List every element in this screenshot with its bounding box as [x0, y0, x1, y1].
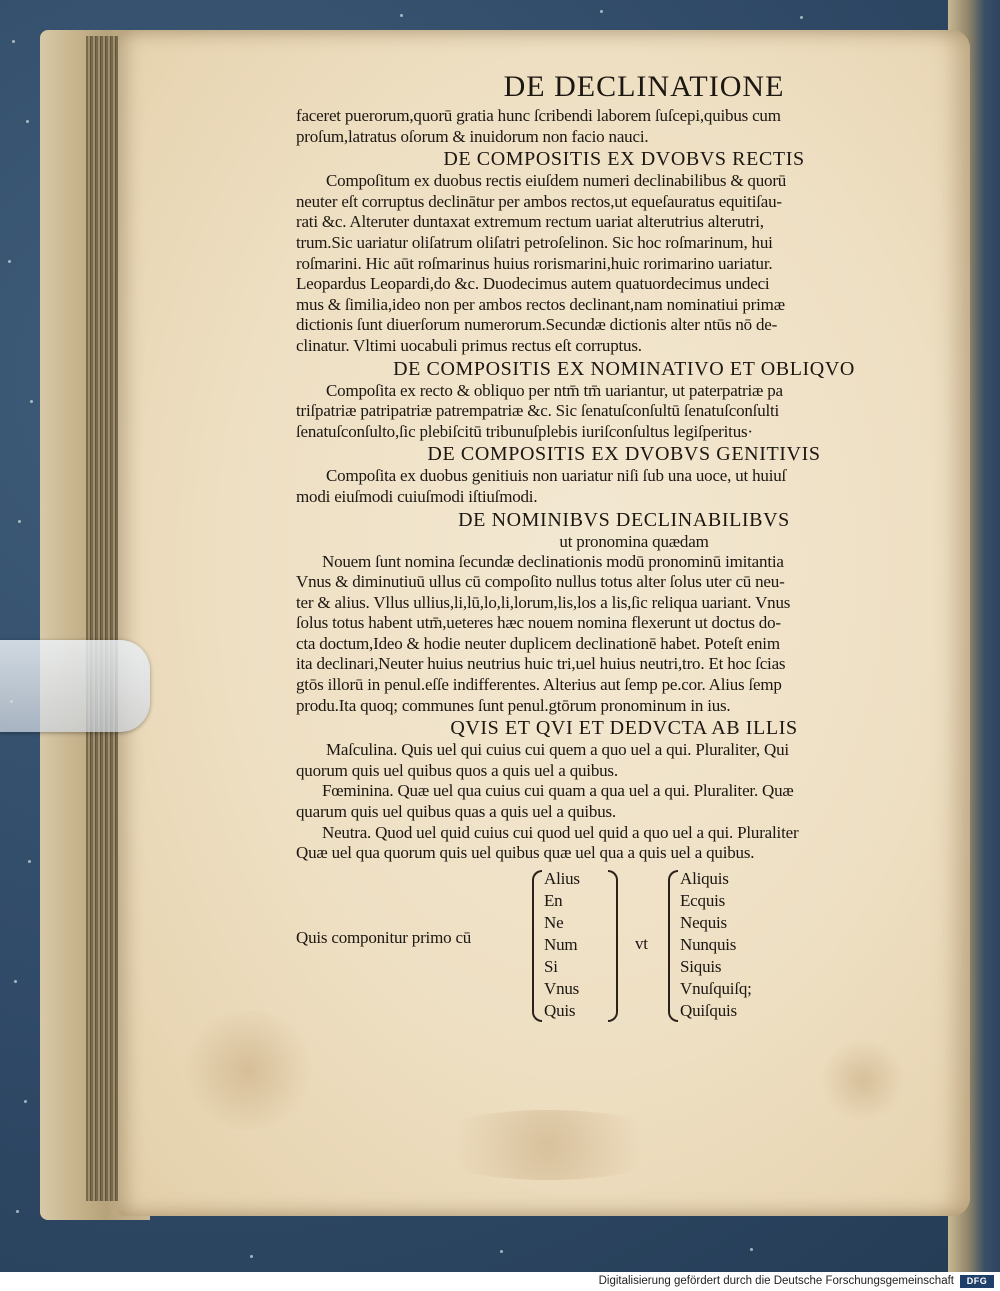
table-right-item: Vnuſquiſq;	[680, 978, 752, 998]
table-connector: vt	[635, 933, 648, 953]
text-line: gtōs illorū in penul.eſſe indifferentes. Alterius aut ſemp pe.cor. Alius ſemp	[296, 675, 782, 695]
text-line: clinatur. Vltimi uocabuli primus rectus eſt corruptus.	[296, 335, 642, 355]
text-line: produ.Ita quoq; communes ſunt penul.gtōrum pronominum in ius.	[296, 695, 731, 715]
intro-line: proſum,latratus oſorum & inuidorum non facio nauci.	[296, 126, 649, 146]
board-speck	[800, 16, 803, 19]
text-line: ter & alius. Vllus ullius,li,lū,lo,li,lorum,lis,los a lis,ſic reliqua uariant. Vnus	[296, 592, 791, 612]
text-line: rati &c. Alteruter duntaxat extremum rectum uariat alterutrius alterutri,	[296, 212, 764, 232]
table-left-item: Vnus	[544, 978, 580, 998]
board-speck	[400, 14, 403, 17]
intro-line: faceret puerorum,quorū gratia hunc ſcribendi laborem ſuſcepi,quibus cum	[296, 106, 781, 125]
section-heading: DE NOMINIBVS DECLINABILIBVS	[458, 508, 790, 531]
text-line: ſolus totus habent utm̄,ueteres hæc nouem nomina flexerunt ut doctus do-	[296, 613, 781, 633]
section-heading: QVIS ET QVI ET DEDVCTA AB ILLIS	[450, 717, 798, 740]
table-left-item: Ne	[544, 912, 564, 932]
board-speck	[12, 40, 15, 43]
board-speck	[24, 1100, 27, 1103]
table-left-item: En	[544, 890, 563, 910]
board-speck	[30, 400, 33, 403]
text-line: ita declinari,Neuter huius neutrius huic tri,uel huius neutri,tro. Et hoc ſcias	[296, 654, 786, 674]
dfg-logo: DFG	[960, 1275, 994, 1288]
right-brace-open	[668, 870, 678, 1022]
left-brace-open	[532, 870, 542, 1022]
page-edges	[86, 36, 120, 1201]
board-speck	[600, 10, 603, 13]
table-left-item: Num	[544, 934, 578, 954]
text-line: Neutra. Quod uel quid cuius cui quod uel quid a quo uel a qui. Pluraliter	[322, 822, 799, 842]
board-speck	[18, 520, 21, 523]
text-line: dictionis ſunt diuerſorum numerorum.Secundæ dictionis alter ntūs nō de-	[296, 315, 778, 335]
board-speck	[500, 1250, 503, 1253]
page-title: DE DECLINATIONE	[503, 70, 785, 103]
section-heading: DE COMPOSITIS EX DVOBVS RECTIS	[443, 148, 805, 171]
text-line: Maſculina. Quis uel qui cuius cui quem a quo uel a qui. Pluraliter, Qui	[326, 740, 789, 760]
text-line: Compoſita ex duobus genitiuis non uariatur niſi ſub una uoce, ut huiuſ	[326, 466, 787, 486]
table-right-item: Aliquis	[680, 868, 729, 888]
section-subheading: ut pronomina quædam	[559, 531, 709, 551]
board-speck	[250, 1255, 253, 1258]
text-line: cta doctum,Ideo & hodie neuter duplicem declinationē habet. Poteſt enim	[296, 633, 780, 653]
text-line: Vnus & diminutiuū ullus cū compoſito nullus totus alter ſolus uter cū neu-	[296, 572, 785, 592]
text-line: modi eiuſmodi cuiuſmodi iſtiuſmodi.	[296, 486, 538, 506]
section-heading: DE COMPOSITIS EX DVOBVS GENITIVIS	[427, 443, 821, 466]
table-left-item: Alius	[544, 868, 580, 888]
table-right-item: Nequis	[680, 912, 727, 932]
text-line: Compoſita ex recto & obliquo per ntm̄ tm̄ uariantur, ut paterpatriæ pa	[326, 380, 783, 400]
table-left-item: Quis	[544, 1000, 576, 1020]
text-line: ſenatuſconſulto,ſic plebiſcitū tribunuſplebis iuriſconſultus legiſperitus·	[296, 421, 753, 441]
footer-credit: Digitalisierung gefördert durch die Deutsche Forschungsgemeinschaft	[598, 1275, 954, 1287]
table-right-column	[680, 868, 752, 1022]
board-speck	[26, 120, 29, 123]
table-right-item: Ecquis	[680, 890, 726, 910]
text-line: mus & ſimilia,ideo non per ambos rectos declinant,nam nominatiui primæ	[296, 294, 785, 314]
section-heading: DE COMPOSITIS EX NOMINATIVO ET OBLIQVO	[393, 357, 855, 380]
board-speck	[28, 860, 31, 863]
board-speck	[16, 1210, 19, 1213]
page-text	[296, 68, 952, 1024]
compound-table	[296, 868, 952, 1024]
table-right-item: Nunquis	[680, 934, 737, 954]
text-line: Leopardus Leopardi,do &c. Duodecimus autem quatuordecimus undeci	[296, 274, 770, 294]
footer-bar	[0, 1272, 1000, 1291]
table-left-column	[544, 868, 580, 1022]
text-line: neuter eſt corruptus declinātur per ambos rectos,ut equeſauratus equitiſau-	[296, 191, 782, 211]
page-clip-holder	[0, 640, 150, 732]
text-line: Nouem ſunt nomina ſecundæ declinationis modū pronominū imitantia	[322, 551, 784, 571]
board-speck	[750, 1248, 753, 1251]
text-line: Compoſitum ex duobus rectis eiuſdem numeri declinabilibus & quorū	[326, 171, 787, 191]
table-right-item: Siquis	[680, 956, 722, 976]
left-brace-close	[608, 870, 618, 1022]
table-label: Quis componitur primo cū	[296, 927, 472, 947]
table-right-item: Quiſquis	[680, 1000, 737, 1020]
table-left-item: Si	[544, 956, 558, 976]
text-line: Fœminina. Quæ uel qua cuius cui quam a qua uel a qui. Pluraliter. Quæ	[322, 781, 794, 801]
text-line: quarum quis uel quibus quas a quis uel a quibus.	[296, 802, 616, 822]
text-line: quorum quis uel quibus quos a quis uel a quibus.	[296, 760, 618, 780]
board-speck	[14, 980, 17, 983]
text-line: Quæ uel qua quorum quis uel quibus quæ uel qua a quis uel a quibus.	[296, 843, 755, 863]
text-line: roſmarini. Hic aūt roſmarinus huius rorismarini,huic rorimarino uariatur.	[296, 253, 773, 273]
board-speck	[8, 260, 11, 263]
text-line: triſpatriæ patripatriæ patrempatriæ &c. Sic ſenatuſconſultū ſenatuſconſulti	[296, 401, 780, 421]
text-line: trum.Sic uariatur oliſatrum oliſatri petroſelinon. Sic hoc roſmarinum, hui	[296, 232, 773, 252]
